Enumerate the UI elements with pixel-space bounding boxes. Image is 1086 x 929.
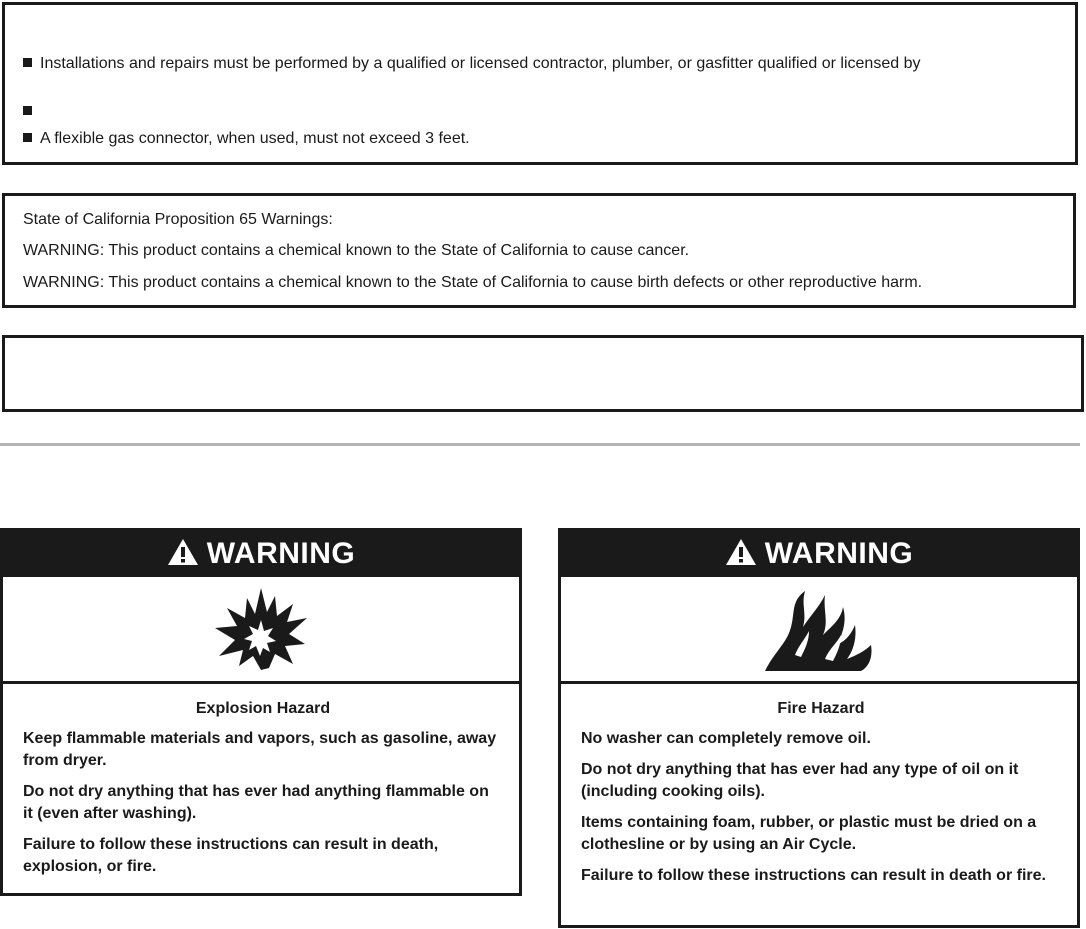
installation-requirements-box [2, 2, 1078, 165]
list-item [23, 129, 470, 149]
bullet-icon [23, 58, 32, 67]
section-divider [0, 443, 1080, 446]
list-item [23, 54, 920, 74]
warning-header [561, 531, 1077, 577]
hazard-title: Explosion Hazard [195, 700, 331, 717]
empty-notice-box [2, 335, 1084, 412]
warning-header-label: WARNING [206, 537, 356, 570]
warning-instruction: Items containing foam, rubber, or plastic must be dried on a clothesline or by using an Air Cycle. [581, 814, 1037, 853]
warning-header-label: WARNING [764, 537, 914, 570]
fire-icon-frame [561, 577, 1077, 684]
warning-instruction: Keep flammable materials and vapors, such as gasoline, away from dryer. [23, 730, 497, 769]
warning-instruction: Do not dry anything that has ever had any type of oil on it (including cooking oils). [581, 761, 1019, 800]
list-item [23, 102, 40, 122]
prop65-warnings-box [2, 193, 1076, 308]
list-item-text: Installations and repairs must be performed by a qualified or licensed contractor, plumber, or gasfitter qualified or licensed by [40, 55, 921, 72]
warning-body [561, 684, 1077, 887]
warning-triangle-icon [725, 538, 757, 566]
bullet-icon [23, 106, 32, 115]
warning-body [3, 684, 519, 878]
prop65-heading: State of California Proposition 65 Warnings: [23, 211, 333, 228]
warning-header [3, 531, 519, 577]
hazard-title: Fire Hazard [777, 700, 865, 717]
prop65-reproductive-warning: WARNING: This product contains a chemical known to the State of California to cause birth defects or other reproductive harm. [23, 274, 923, 291]
warning-instruction: Do not dry anything that has ever had anything flammable on it (even after washing). [23, 783, 489, 822]
list-item-text: A flexible gas connector, when used, must not exceed 3 feet. [40, 130, 470, 147]
fire-icon [761, 585, 877, 673]
explosion-icon-frame [3, 577, 519, 684]
warning-consequence: Failure to follow these instructions can result in death, explosion, or fire. [23, 836, 439, 875]
explosion-icon [213, 586, 309, 672]
prop65-cancer-warning: WARNING: This product contains a chemical known to the State of California to cause cancer. [23, 242, 690, 259]
warning-instruction: No washer can completely remove oil. [581, 730, 871, 747]
bullet-icon [23, 133, 32, 142]
fire-warning-box [558, 528, 1080, 928]
warning-triangle-icon [167, 538, 199, 566]
explosion-warning-box [0, 528, 522, 896]
warning-consequence: Failure to follow these instructions can result in death or fire. [581, 867, 1046, 884]
